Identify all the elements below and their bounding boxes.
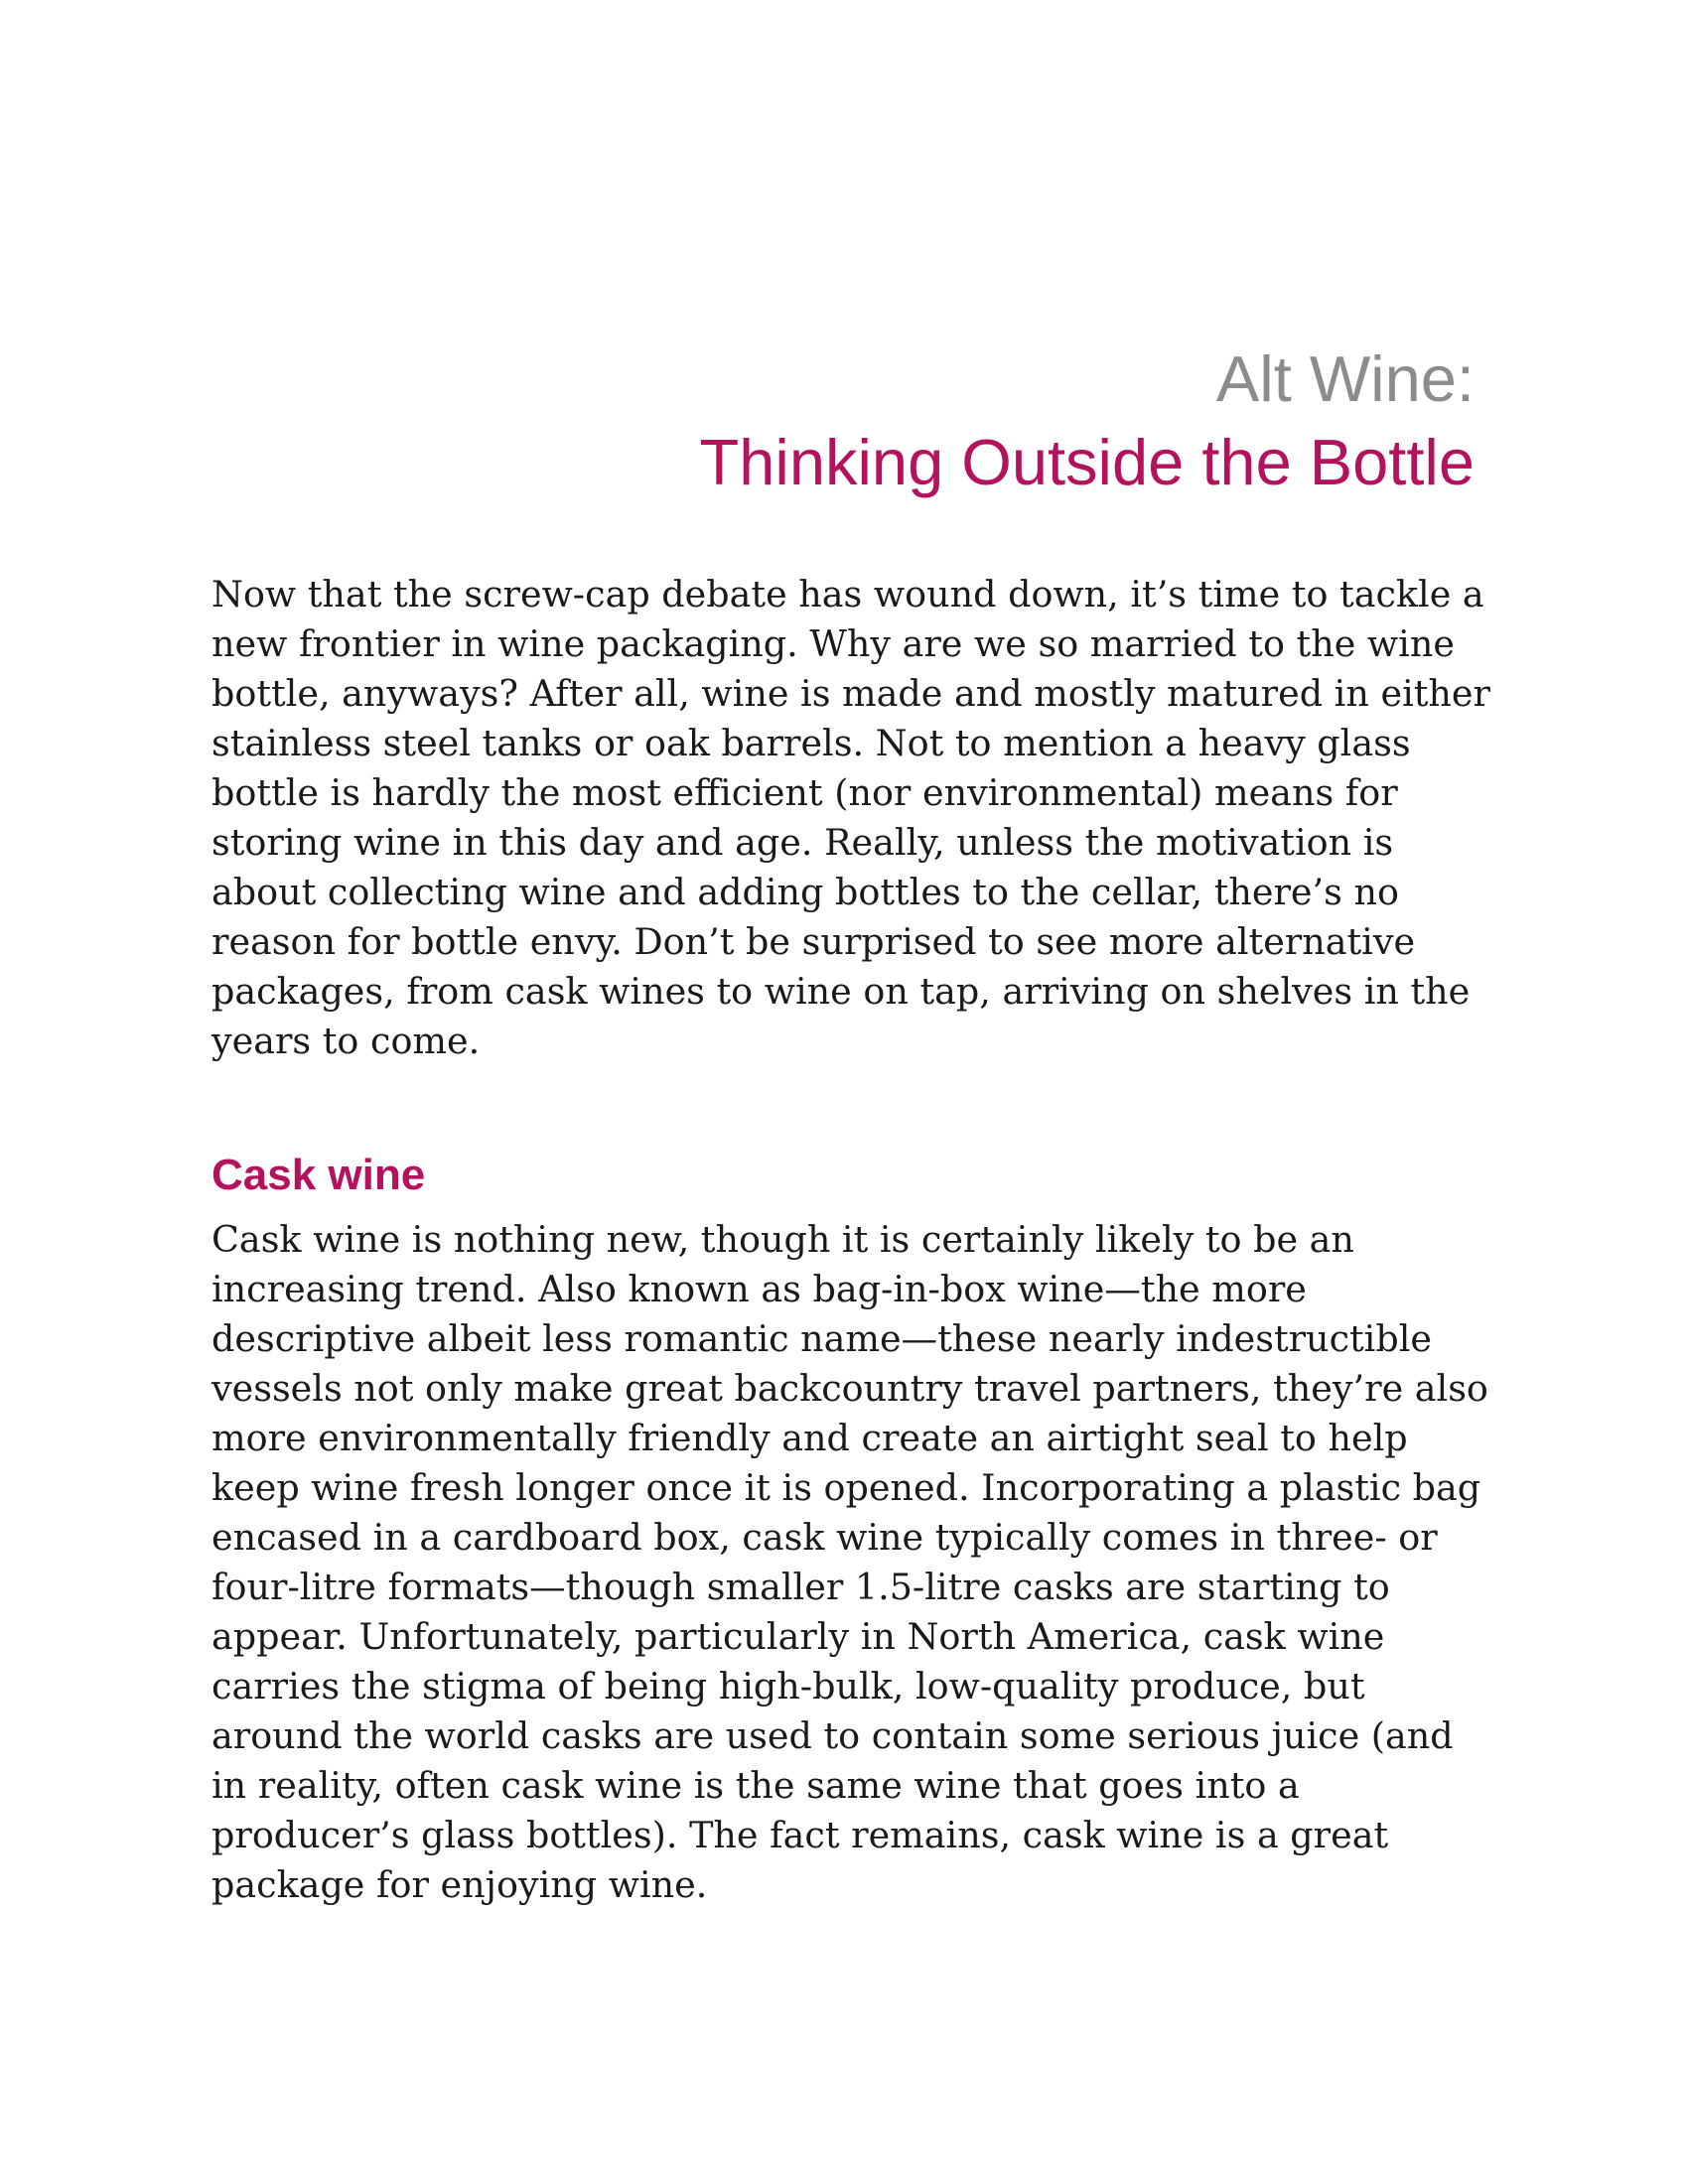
title-line-1: Alt Wine: <box>1215 342 1475 415</box>
section-paragraph: Cask wine is nothing new, though it is certainly likely to be an increasing trend. Also known as bag-in-box wine—the more descriptive albeit less romantic name—these nearly indestructible vessels not only make great backcountry travel partners, they’re also more environmentally friendly and create an airtight seal to help keep wine fresh longer once it is opened. Incorporating a plastic bag encased in a cardboard box, cask wine typically comes in three- or four-litre formats—though smaller 1.5-litre casks are starting to appear. Unfortunately, particularly in North America, cask wine carries the stigma of being high-bulk, low-quality produce, but around the world casks are used to contain some serious juice (and in reality, often cask wine is the same wine that goes into a producer’s glass bottles). The fact remains, cask wine is a great package for enjoying wine. <box>211 1218 1488 1906</box>
title-line-2: Thinking Outside the Bottle <box>699 426 1475 498</box>
title-block <box>556 338 1475 504</box>
intro-paragraph: Now that the screw-cap debate has wound down, it’s time to tackle a new frontier in wine packaging. Why are we so married to the wine bottle, anyways? After all, wine is made and mostly matured in either stainless steel tanks or oak barrels. Not to mention a heavy glass bottle is hardly the most efficient (nor environmental) means for storing wine in this day and age. Really, unless the motivation is about collecting wine and adding bottles to the cellar, there’s no reason for bottle envy. Don’t be surprised to see more alternative packages, from cask wines to wine on tap, arriving on shelves in the years to come. <box>211 573 1490 1062</box>
section-heading: Cask wine <box>211 1151 426 1199</box>
